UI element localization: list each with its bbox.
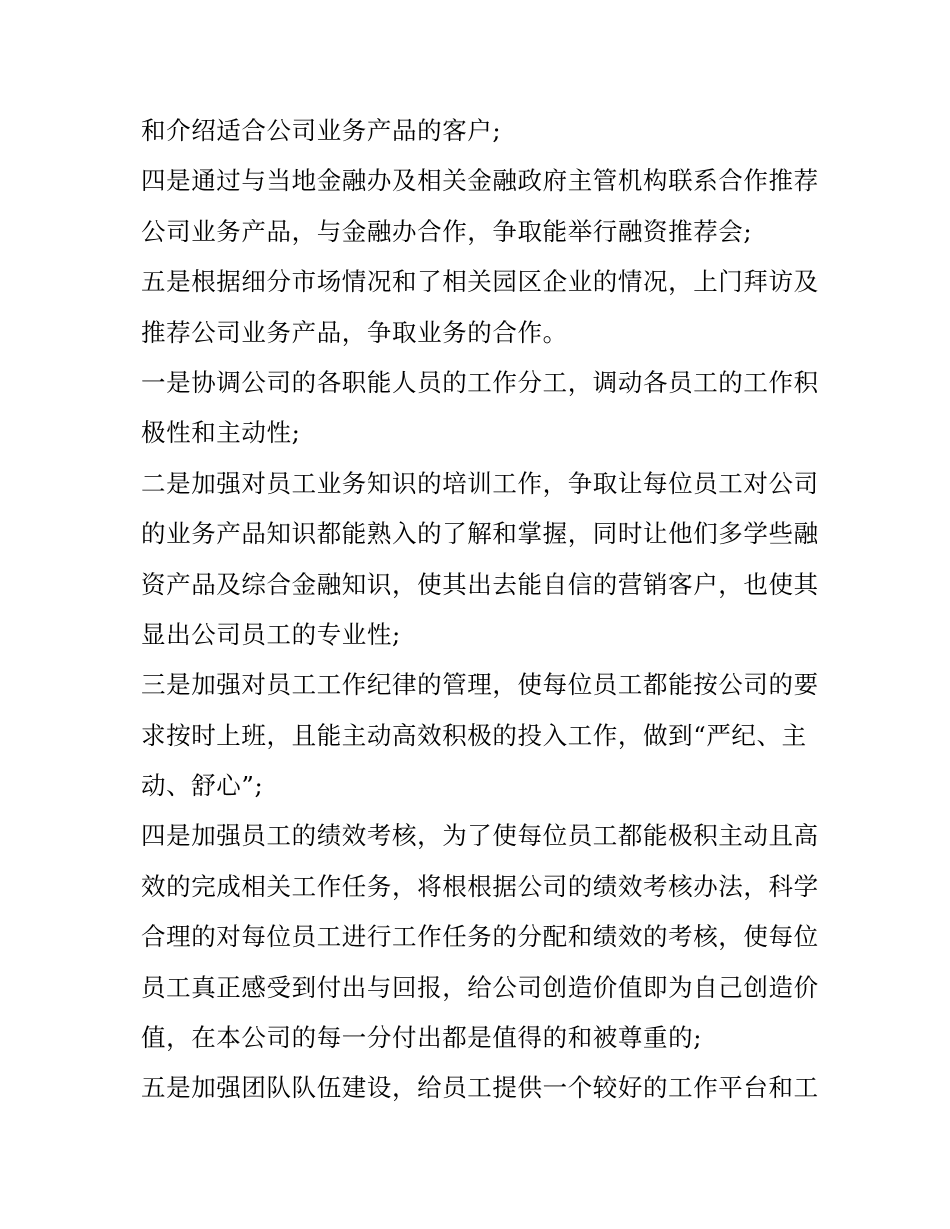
text-line: 合理的对每位员工进行工作任务的分配和绩效的考核，使每位 [141, 922, 819, 952]
text-line: 显出公司员工的专业性; [141, 619, 401, 649]
text-line: 四是加强员工的绩效考核，为了使每位员工都能极积主动且高 [141, 821, 819, 851]
text-line: 员工真正感受到付出与回报，给公司创造价值即为自己创造价 [141, 972, 819, 1002]
text-line: 和介绍适合公司业务产品的客户; [141, 116, 502, 145]
text-line: 五是加强团队队伍建设，给员工提供一个较好的工作平台和工 [141, 1073, 819, 1103]
text-line: 二是加强对员工业务知识的培训工作，争取让每位员工对公司 [141, 468, 819, 498]
text-line: 求按时上班，且能主动高效积极的投入工作，做到“严纪、主 [141, 720, 807, 750]
text-line: 公司业务产品，与金融办合作，争取能举行融资推荐会; [141, 216, 753, 246]
text-line: 四是通过与当地金融办及相关金融政府主管机构联系合作推荐 [141, 166, 819, 196]
text-line: 资产品及综合金融知识，使其出去能自信的营销客户，也使其 [141, 569, 819, 599]
text-line: 效的完成相关工作任务，将根根据公司的绩效考核办法，科学 [141, 871, 819, 901]
text-line: 一是协调公司的各职能人员的工作分工，调动各员工的工作积 [141, 367, 819, 397]
text-line: 极性和主动性; [141, 418, 301, 448]
text-line: 动、舒心”; [141, 771, 264, 801]
text-line: 值，在本公司的每一分付出都是值得的和被尊重的; [141, 1023, 703, 1053]
document-body [141, 106, 821, 1114]
text-line: 三是加强对员工工作纪律的管理，使每位员工都能按公司的要 [141, 670, 819, 700]
text-line: 推荐公司业务产品，争取业务的合作。 [141, 317, 568, 347]
text-line: 五是根据细分市场情况和了相关园区企业的情况，上门拜访及 [141, 267, 819, 297]
text-line: 的业务产品知识都能熟入的了解和掌握，同时让他们多学些融 [141, 519, 819, 549]
